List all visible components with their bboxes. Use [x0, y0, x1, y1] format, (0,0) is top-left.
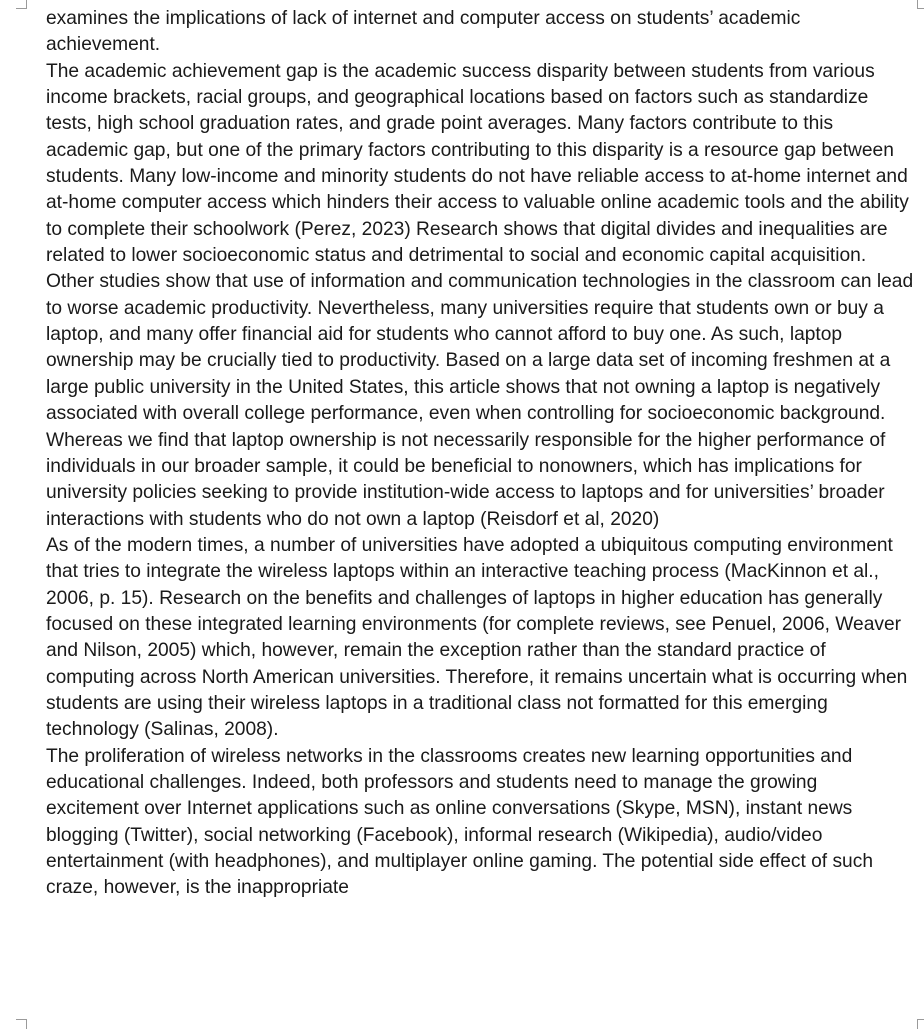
crop-mark-top-right — [917, 0, 918, 8]
crop-mark-top-left — [26, 0, 27, 8]
crop-mark-bottom-left — [26, 1019, 27, 1029]
crop-mark-bottom-right-h — [917, 1019, 924, 1020]
crop-mark-bottom-right — [917, 1019, 918, 1029]
paragraph-3: As of the modern times, a number of universities have adopted a ubiquitous computing environment that tries to integrate the wireless laptops within an interactive teaching process (MacKinnon et al., 2006, p. 15). Research on the benefits and challenges of laptops in higher education has generally focused on these integrated learning environments (for complete reviews, see Penuel, 2006, Weaver and Nilson, 2005) which, however, remain the exception rather than the standard practice of computing across North American universities. Therefore, it remains uncertain what is occurring when students are using their wireless laptops in a traditional class not formatted for this emerging technology (Salinas, 2008). — [46, 534, 908, 741]
crop-mark-top-right-h — [917, 8, 924, 9]
paragraph-4: The proliferation of wireless networks in the classrooms creates new learning opportunities and educational challenges. Indeed, both professors and students need to manage the growing excitement over Internet applications such as online conversations (Skype, MSN), instant news blogging (Twitter), social networking (Facebook), informal research (Wikipedia), audio/video entertainment (with headphones), and multiplayer online gaming. The potential side effect of such craze, however, is the inappropriate — [46, 745, 873, 899]
paragraph-2: The academic achievement gap is the academic success disparity between students from various income brackets, racial groups, and geographical locations based on factors such as standardize tests, high school graduation rates, and grade point averages. Many factors contribute to this academic gap, but one of the primary factors contributing to this disparity is a resource gap between students. Many low-income and minority students do not have reliable access to at-home internet and at-home computer access which hinders their access to valuable online academic tools and the ability to complete their schoolwork (Perez, 2023) Research shows that digital divides and inequalities are related to lower socioeconomic status and detrimental to social and economic capital acquisition. Other studies show that use of information and communication technologies in the classroom can lead to worse academic productivity. Nevertheless, many universities require that students own or buy a laptop, and many offer financial aid for students who cannot afford to buy one. As such, laptop ownership may be crucially tied to productivity. Based on a large data set of incoming freshmen at a large public university in the United States, this article shows that not owning a laptop is negatively associated with overall college performance, even when controlling for socioeconomic background. Whereas we find that laptop ownership is not necessarily responsible for the higher performance of individuals in our broader sample, it could be beneficial to nonowners, which has implications for university policies seeking to provide institution-wide access to laptops and for universities’ broader interactions with students who do not own a laptop (Reisdorf et al, 2020) — [46, 60, 914, 530]
paragraph-1: examines the implications of lack of internet and computer access on students’ academic achievement. — [46, 8, 801, 56]
document-body — [46, 6, 914, 902]
crop-mark-bottom-left-h — [16, 1019, 27, 1020]
crop-mark-top-left-h — [16, 8, 27, 9]
